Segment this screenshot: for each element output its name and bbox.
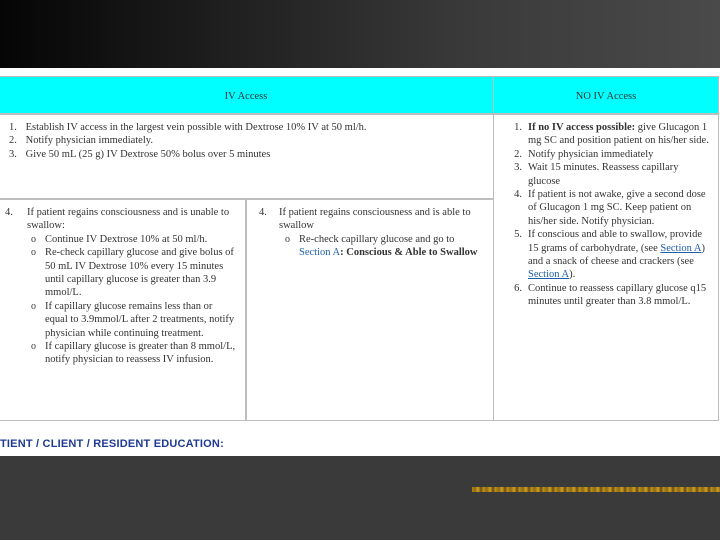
no-iv-step-1: 1. If no IV access possible: give Glucagon 1 mg SC and position patient on his/her side. [514, 122, 709, 147]
iv-step4-able: 4. If patient regains consciousness and is able to swallow [259, 207, 471, 232]
list-item: o Re-check capillary glucose and give bolus of 50 mL IV Dextrose 10% every 15 minutes until capillary glucose is greater than 3.9 mmol/L. [45, 246, 237, 300]
top-dark-band [0, 0, 720, 68]
iv-steps-cell [0, 114, 494, 199]
section-a-link[interactable]: Section A [660, 242, 702, 254]
list-item: o If capillary glucose remains less than or equal to 3.9mmol/L after 2 treatments, notify physician while continuing treatment. [45, 300, 237, 340]
iv-steps-list [0, 121, 493, 161]
list-item: o Continue IV Dextrose 10% at 50 ml/h. [45, 233, 237, 246]
section-a-link[interactable]: Section A [528, 269, 570, 281]
education-heading: TIENT / CLIENT / RESIDENT EDUCATION: [0, 438, 224, 450]
section-a-link[interactable]: Section A [299, 247, 341, 259]
no-iv-step-4: 4. If patient is not awake, give a second dose of Glucagon 1 mg SC. Keep patient on his/her side. Notify physician. [514, 189, 706, 227]
header-no-iv-access [493, 76, 719, 114]
iv-step4-able-cell [246, 199, 494, 421]
list-item: o If capillary glucose is greater than 8 mmol/L, notify physician to reassess IV infusion. [45, 340, 237, 367]
iv-step4-unable: 4. If patient regains consciousness and is unable to swallow: [5, 207, 230, 232]
no-iv-step-5: 5. If conscious and able to swallow, provide 15 grams of carbohydrate, (see Section A) and a snack of cheese and crackers (see Section A). [514, 229, 705, 281]
decorative-accent-bar [472, 487, 720, 492]
no-iv-steps-cell [493, 114, 719, 421]
header-iv-access [0, 76, 494, 114]
no-iv-step-6: 6. Continue to reassess capillary glucose q15 minutes until greater than 3.8 mmol/L. [514, 282, 707, 308]
list-item: o Re-check capillary glucose and go to Section A: Conscious & Able to Swallow [299, 233, 485, 260]
header-iv-access-label: IV Access [224, 91, 268, 102]
iv-step-3: 3. Give 50 mL (25 g) IV Dextrose 50% bolus over 5 minutes [9, 148, 271, 160]
iv-step-2: 2. Notify physician immediately. [9, 135, 153, 147]
iv-step4-unable-bullets [5, 233, 237, 367]
iv-step-1: 1. Establish IV access in the largest vein possible with Dextrose 10% IV at 50 ml/h. [9, 122, 367, 133]
header-no-iv-access-label: NO IV Access [575, 91, 637, 102]
iv-step4-able-bullets [259, 233, 485, 260]
no-iv-step-3: 3. Wait 15 minutes. Reassess capillary glucose [514, 162, 679, 187]
document-page [0, 68, 720, 456]
iv-step4-unable-cell [0, 199, 246, 421]
no-iv-step-2: 2. Notify physician immediately [514, 148, 654, 160]
